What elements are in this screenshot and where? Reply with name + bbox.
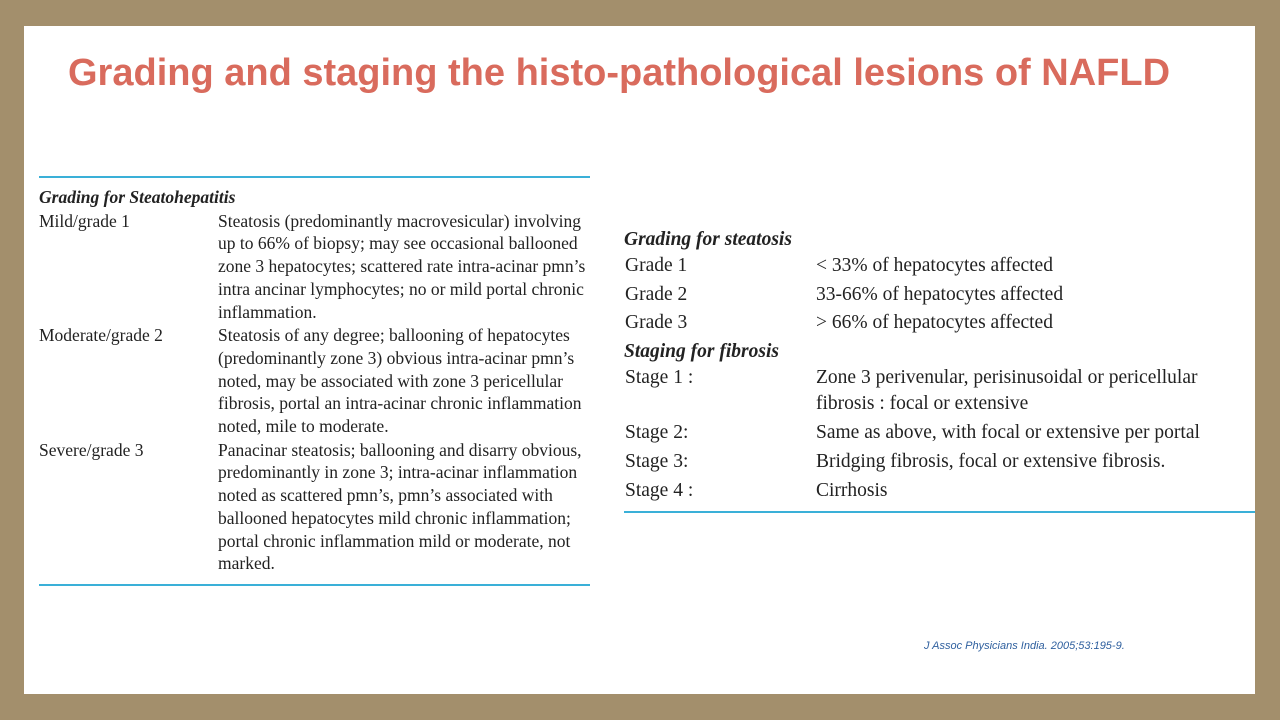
steatosis-heading: Grading for steatosis [624,229,792,250]
row-description: Cirrhosis [816,479,888,501]
row-label: Stage 2: [625,421,689,443]
row-label: Stage 4 : [625,479,694,501]
table-row [39,324,590,438]
table-row [624,310,1255,339]
steatohepatitis-heading: Grading for Steatohepatitis [39,187,236,207]
slide [24,26,1255,694]
row-label: Mild/grade 1 [39,210,130,231]
row-label: Grade 1 [625,255,688,276]
row-label: Moderate/grade 2 [39,325,163,346]
table-row [624,253,1255,282]
row-description: < 33% of hepatocytes affected [816,255,1053,276]
table-row [624,420,1255,446]
row-description: > 66% of hepatocytes affected [816,312,1053,333]
fibrosis-heading: Staging for fibrosis [624,340,779,362]
table-row [624,365,1255,417]
row-label: Stage 3: [625,450,689,472]
row-label: Grade 3 [625,312,688,333]
row-description: Zone 3 perivenular, perisinusoidal or pericellular fibrosis : focal or extensive [816,366,1198,414]
citation: J Assoc Physicians India. 2005;53:195-9. [924,640,1125,652]
table-row [39,439,590,575]
slide-title: Grading and staging the histo-pathological lesions of NAFLD [68,52,1171,94]
table-row [624,282,1255,311]
table-row [624,478,1255,504]
steatohepatitis-grading-table [39,176,590,586]
row-description: 33-66% of hepatocytes affected [816,283,1064,305]
row-description: Same as above, with focal or extensive per portal [816,421,1200,443]
row-description: Panacinar steatosis; ballooning and disarry obvious, predominantly in zone 3; intra-acinar inflammation noted as scattered pmn’s, pmn’s associated with ballooned hepatocytes mild chronic inflammation; portal chronic inflammation mild or moderate, not marked. [218,439,582,574]
row-description: Steatosis (predominantly macrovesicular) involving up to 66% of biopsy; may see occasional ballooned zone 3 hepatocytes; scattered rate intra-acinar pmn’s intra ancinar lymphocytes; no or mild portal chronic inflammation. [218,210,586,322]
table-row [39,210,590,324]
steatosis-fibrosis-table [624,227,1255,513]
row-label: Stage 1 : [625,366,694,388]
row-label: Severe/grade 3 [39,439,144,460]
row-description: Steatosis of any degree; ballooning of hepatocytes (predominantly zone 3) obvious intra-acinar pmn’s noted, may be associated with zone 3 pericellular fibrosis, portal an intra-acinar chronic inflammation noted, mile to moderate. [218,325,582,437]
table-row [624,449,1255,475]
row-description: Bridging fibrosis, focal or extensive fibrosis. [816,450,1166,472]
row-label: Grade 2 [625,283,688,305]
